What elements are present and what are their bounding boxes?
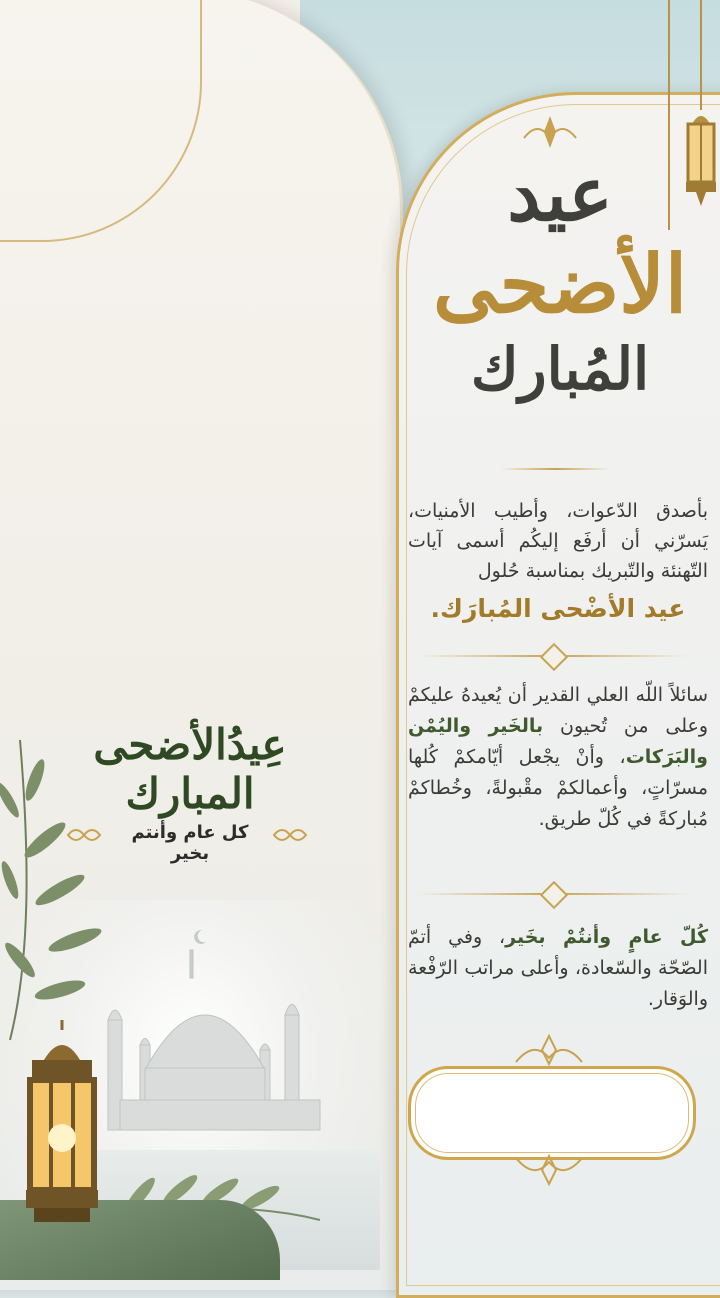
crescent-icon	[194, 930, 206, 944]
paragraph-wishes	[408, 680, 708, 835]
ornament-icon	[520, 114, 580, 154]
headline-line-eid: عيد	[507, 152, 613, 238]
divider	[500, 468, 610, 470]
closing-highlight: كُلّ عامٍ وأنتُمْ بخَير	[505, 926, 708, 948]
headline-line-adha: الأضحى	[432, 237, 688, 331]
ornament-icon	[66, 825, 102, 845]
closing-text: ، وفي أتمّ الصّحّة والسّعادة، وأعلى مراتب الرّفْعة والوَقار.	[408, 926, 708, 1010]
wishes-part1: سائلاً اللّه العلي القدير أن يُعيدهُ عليكمْ وعلى من تُحيون	[408, 684, 708, 737]
name-plate	[408, 1066, 696, 1160]
paragraph-greeting: بأصدق الدّعوات، وأطيب الأمنيات، يَسرّني أن أرفَع إليكُم أسمى آيات التّهنئة والتّبريك بمناسبة حُلول	[408, 500, 708, 582]
left-title: عِيدُالأضحى المبارك	[93, 720, 287, 818]
left-subtitle: كل عام وأنتم بخير	[131, 822, 249, 864]
lantern-icon	[14, 1020, 110, 1230]
ornament-icon	[514, 1034, 584, 1066]
paragraph-closing	[408, 922, 708, 1015]
ornament-icon	[514, 1154, 584, 1186]
wishes-part2: ، وأنْ يجْعل أيّامكمْ كُلها مسرّاتٍ، وأعمالكمْ مقْبولةً، وخُطاكمْ مُباركةً في كُلّ طريق.	[408, 746, 708, 830]
mosque-icon	[90, 920, 350, 1150]
paragraph-greeting-highlight: عيد الأضْحى المُبارَك.	[430, 594, 686, 623]
ornament-icon	[272, 825, 308, 845]
lantern-chain	[700, 0, 702, 110]
wishes-highlight: بالخَير واليُمْن والبَرَكات	[408, 715, 708, 768]
headline	[410, 150, 710, 406]
headline-line-mubarak: المُبارك	[470, 335, 650, 403]
